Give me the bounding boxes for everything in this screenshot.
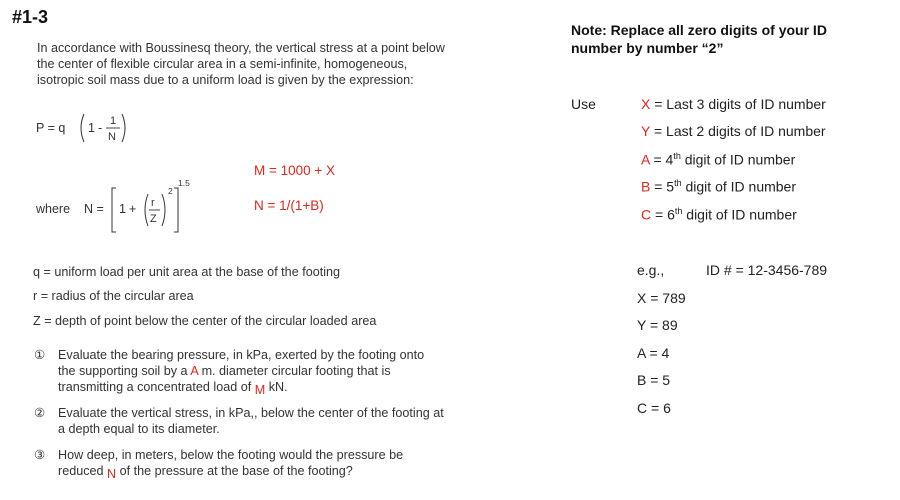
question-text: the supporting soil by a [58, 364, 188, 378]
example-a: A = 4 [637, 345, 670, 361]
question-1 [34, 347, 424, 395]
fraction-r: r [151, 197, 155, 209]
question-number: ② [34, 406, 46, 420]
fraction-numerator: 1 [110, 115, 117, 127]
variable-n: N [107, 467, 117, 481]
right-paren [122, 114, 125, 142]
formula-one: 1 [88, 121, 95, 135]
m-definition: M = 1000 + X [254, 163, 336, 178]
var-key: X [641, 96, 651, 112]
question-text: reduced [58, 464, 104, 478]
formula-where: where [36, 202, 71, 216]
question-2 [34, 405, 444, 437]
intro-line: isotropic soil mass due to a uniform load is given by the expression: [37, 73, 414, 87]
fraction-denominator: N [108, 131, 116, 143]
left-bracket [112, 188, 116, 232]
example-x: X = 789 [637, 290, 686, 306]
question-number: ③ [34, 448, 46, 462]
ordinal-suffix: th [674, 206, 683, 216]
question-text: a depth equal to its diameter. [58, 422, 220, 436]
right-paren [162, 194, 165, 226]
formula-n-one: 1 [119, 202, 126, 216]
var-desc: = Last 2 digits of ID number [650, 123, 826, 139]
n-definition: N = 1/(1+B) [254, 198, 324, 213]
note [571, 21, 827, 57]
note-line: number by number “2” [571, 40, 724, 56]
formula-n-lhs: N = [84, 202, 104, 216]
question-text: Evaluate the vertical stress, in kPa,, below the center of the footing at [58, 406, 444, 420]
question-number: ① [34, 348, 46, 362]
question-text: transmitting a concentrated load of [58, 380, 252, 394]
var-key: A [641, 151, 650, 168]
var-key: Y [641, 123, 651, 139]
question-text: m. diameter circular footing that is [201, 364, 391, 378]
example-label: e.g., [637, 262, 665, 278]
formula-minus: - [98, 121, 103, 135]
formula-pressure [36, 108, 146, 148]
var-desc: digit of ID number [682, 206, 797, 223]
exponent-2: 2 [168, 186, 173, 196]
var-desc: digit of ID number [680, 151, 796, 168]
formula-n [36, 176, 206, 236]
var-desc: = 5 [650, 178, 675, 195]
question-text: kN. [268, 380, 288, 394]
use-item-c [641, 206, 797, 223]
var-desc: = 4 [649, 151, 674, 168]
note-line: Note: Replace all zero digits of your ID [571, 22, 827, 38]
left-paren [145, 194, 148, 226]
question-3 [34, 447, 403, 479]
right-bracket [174, 188, 178, 232]
var-desc: = Last 3 digits of ID number [650, 96, 826, 112]
example-y: Y = 89 [637, 317, 678, 333]
definition-q: q = uniform load per unit area at the base of the footing [33, 265, 341, 279]
variable-m: M [254, 383, 266, 397]
question-text: Evaluate the bearing pressure, in kPa, exerted by the footing onto [58, 348, 425, 362]
definition-r: r = radius of the circular area [33, 289, 194, 303]
intro-line: In accordance with Boussinesq theory, the vertical stress at a point below [37, 41, 445, 55]
use-item-x [641, 96, 826, 112]
use-item-b [641, 178, 796, 195]
left-paren [81, 114, 84, 142]
var-key: C [641, 206, 652, 223]
question-text: How deep, in meters, below the footing would the pressure be [58, 448, 404, 462]
fraction-z: Z [150, 213, 157, 225]
var-desc: = 6 [651, 206, 675, 223]
use-item-y [641, 123, 826, 139]
intro-paragraph [37, 40, 445, 88]
ordinal-suffix: th [673, 151, 681, 161]
example-id: ID # = 12-3456-789 [706, 262, 828, 278]
var-key: B [641, 178, 651, 195]
intro-line: the center of flexible circular area in a semi-infinite, homogeneous, [37, 57, 408, 71]
question-text: of the pressure at the base of the footing? [119, 464, 353, 478]
var-desc: digit of ID number [681, 178, 796, 195]
example-b: B = 5 [637, 372, 671, 388]
ordinal-suffix: th [674, 178, 682, 188]
formula-plus: + [129, 202, 137, 216]
example-c: C = 6 [637, 400, 671, 416]
exponent-15: 1.5 [178, 178, 190, 188]
use-item-a [641, 151, 795, 168]
page-title: #1-3 [12, 7, 49, 27]
use-label: Use [571, 96, 596, 112]
formula-lhs: P = q [36, 121, 66, 135]
variable-a: A [190, 364, 199, 378]
definition-z: Z = depth of point below the center of the circular loaded area [33, 314, 377, 328]
